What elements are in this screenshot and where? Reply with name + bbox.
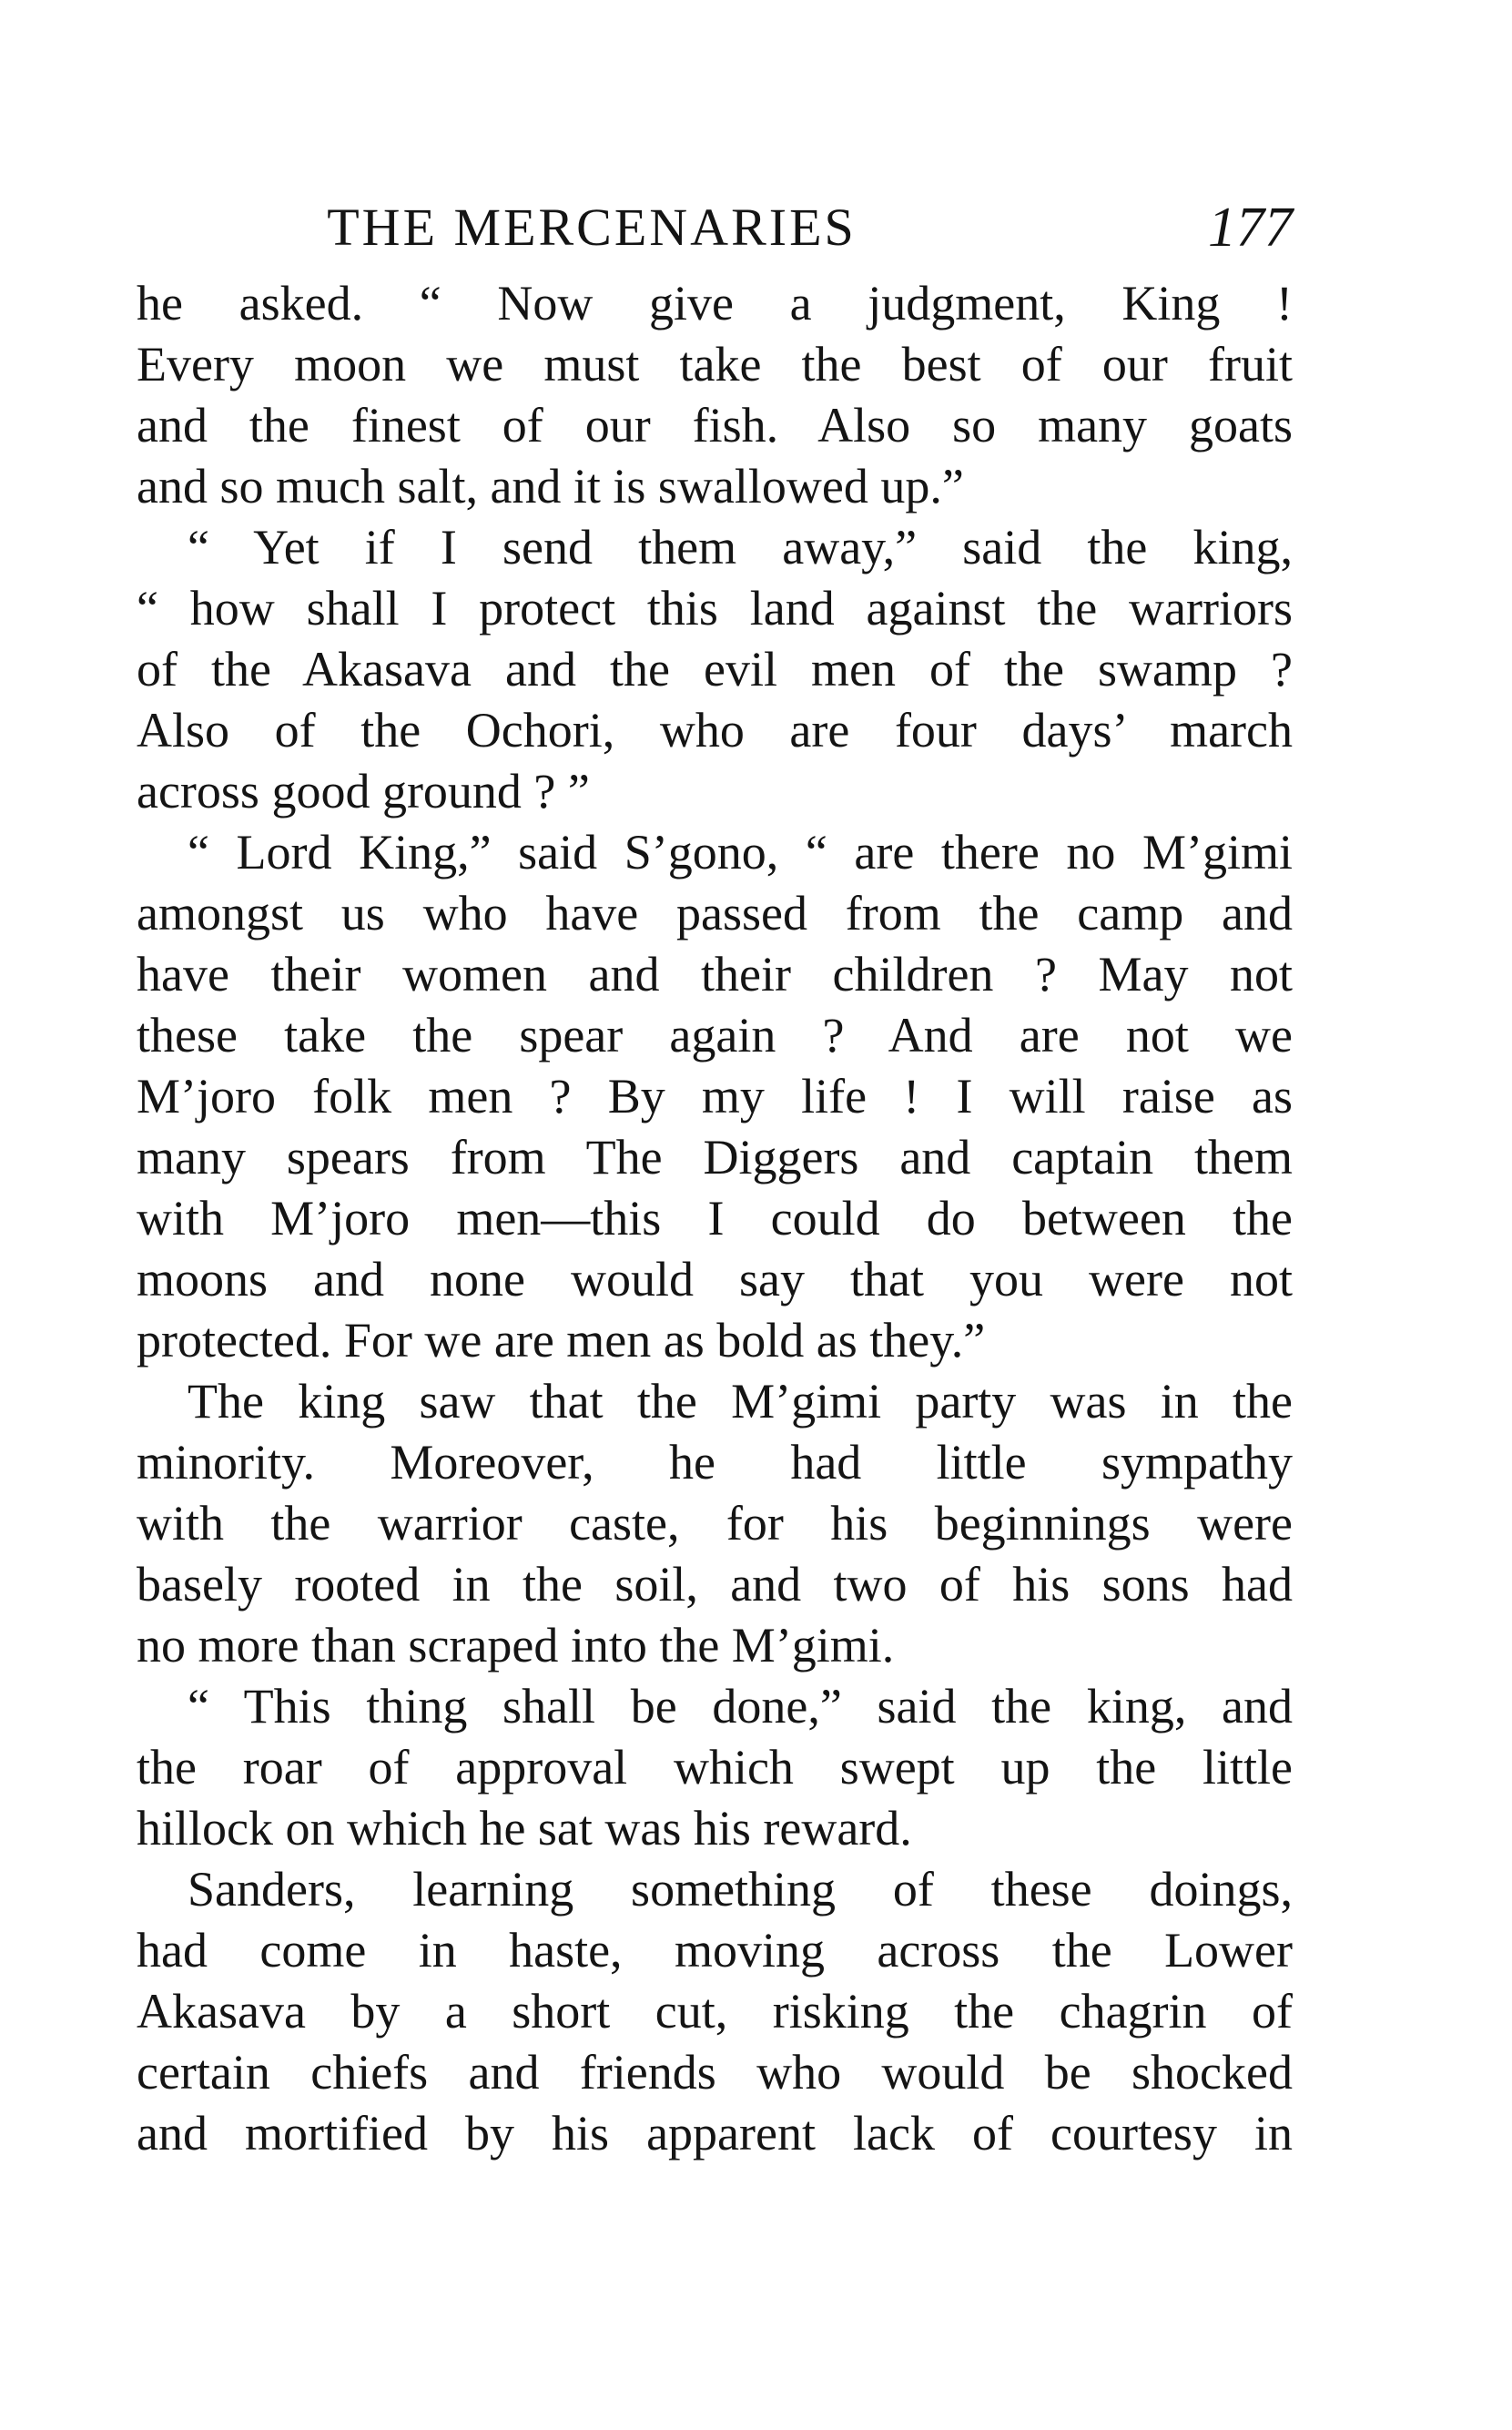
text-line: Akasava by a short cut, risking the chagrin of: [137, 1984, 1293, 2039]
text-line: hillock on which he sat was his reward.: [137, 1801, 912, 1856]
text-line: and the finest of our fish. Also so many goats: [137, 398, 1293, 452]
text-line: with the warrior caste, for his beginnings were: [137, 1496, 1293, 1551]
text-line: The king saw that the M’gimi party was in the: [188, 1374, 1293, 1429]
text-line: minority. Moreover, he had little sympathy: [137, 1435, 1293, 1490]
text-line: Sanders, learning something of these doings,: [188, 1862, 1293, 1917]
text-line: “ Yet if I send them away,” said the king,: [188, 520, 1293, 574]
text-line: the roar of approval which swept up the little: [137, 1740, 1293, 1795]
text-line: these take the spear again ? And are not we: [137, 1008, 1293, 1062]
text-line: “ how shall I protect this land against the warriors: [137, 581, 1293, 635]
text-line: and so much salt, and it is swallowed up.”: [137, 459, 964, 513]
text-line: had come in haste, moving across the Lower: [137, 1923, 1293, 1978]
text-line: M’joro folk men ? By my life ! I will raise as: [137, 1069, 1293, 1123]
text-line: many spears from The Diggers and captain them: [137, 1130, 1293, 1184]
text-line: have their women and their children ? May not: [137, 947, 1293, 1001]
text-line: protected. For we are men as bold as they.”: [137, 1313, 986, 1368]
body-text: [137, 273, 1293, 2164]
text-line: across good ground ? ”: [137, 764, 590, 818]
text-line: he asked. “ Now give a judgment, King !: [137, 276, 1293, 330]
text-line: moons and none would say that you were not: [137, 1252, 1293, 1307]
text-line: “ Lord King,” said S’gono, “ are there no M’gimi: [188, 825, 1293, 879]
text-line: amongst us who have passed from the camp and: [137, 886, 1293, 940]
text-line: of the Akasava and the evil men of the swamp ?: [137, 642, 1293, 696]
text-line: no more than scraped into the M’gimi.: [137, 1618, 895, 1673]
text-line: Every moon we must take the best of our fruit: [137, 337, 1293, 391]
text-line: “ This thing shall be done,” said the king, and: [188, 1679, 1293, 1734]
running-title: THE MERCENARIES: [327, 198, 857, 257]
text-line: and mortified by his apparent lack of courtesy in: [137, 2106, 1293, 2161]
text-line: certain chiefs and friends who would be shocked: [137, 2045, 1293, 2100]
page-number: 177: [1208, 197, 1293, 259]
text-line: basely rooted in the soil, and two of his sons had: [137, 1557, 1293, 1612]
text-line: with M’joro men—this I could do between the: [137, 1191, 1293, 1246]
text-line: Also of the Ochori, who are four days’ march: [137, 703, 1293, 757]
running-header: [137, 187, 1293, 269]
